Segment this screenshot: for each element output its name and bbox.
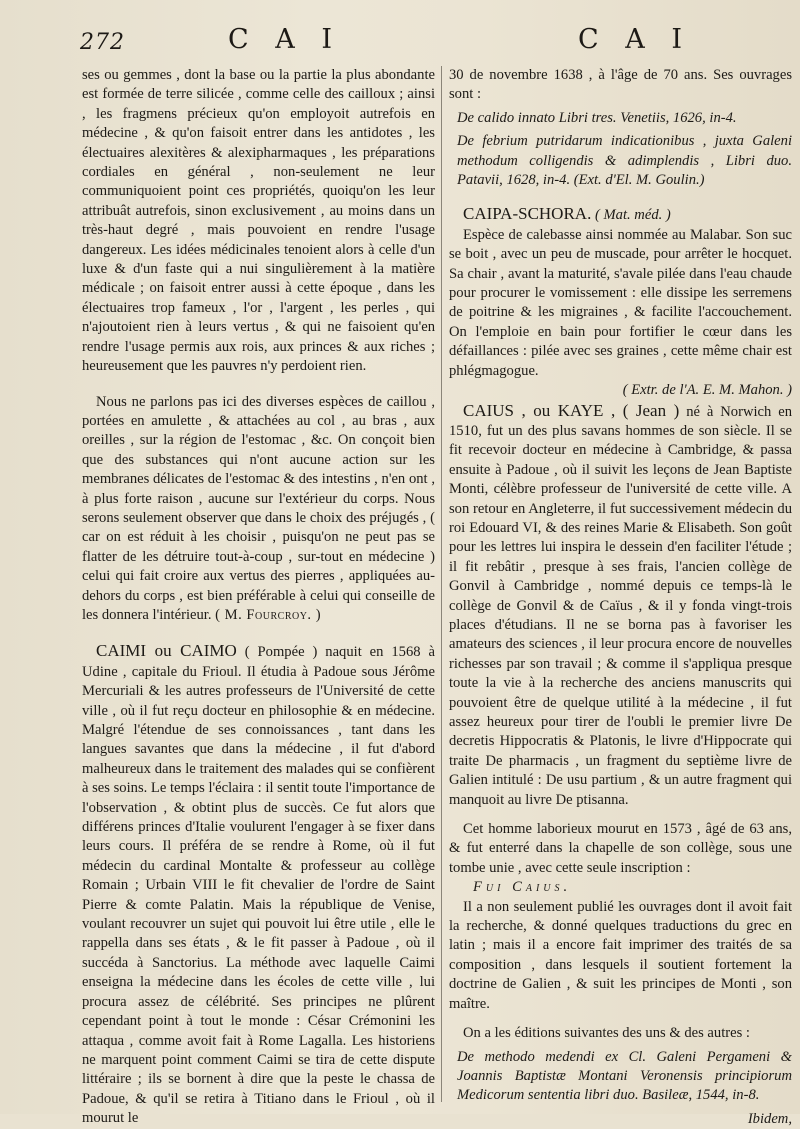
- entry-text-caimi: ( Pompée ) naquit en 1568 à Udine , capitale du Frioul. Il étudia à Padoue sous Jérôme Mercuriali & les autres professeurs de l'Université de cette ville , où il fut reçu docteur en philosophie & en médecine. Malgré l'étendue de ses connoissances , tant dans les langues savantes que dans la médecine , il fut d'abord malheureux dans le traitement des malades qui se confièrent à ses soins. Le temps l'éclaira : il sentit toute l'importance de l'observation , & obtint plus de succès. Ce fut alors que différens princes d'Italie voulurent l'engager à se fixer dans leurs cours. Il préféra de se rendre à Rome, où il fut médecin du cardinal Montalte & professeur au collège Romain ; Urbain VIII le fit chevalier de l'ordre de Saint Pierre & comte Palatin. Mais la république de Venise, voulant recouvrer un sujet qui pouvoit lui être utile , elle le rappella dans ses états , & le fit passer à Padoue , où il succéda à Sanctorius. La méthode avec laquelle Caimi enseigna la médecine dans les écoles de cette ville , lui procura assez de célébrité. Ses principes ne plûrent cependant point à tout le monde : César Crémonini les attaqua , comme avoit fait à Rome Lagalla. Les historiens ne marquent point comment Caimi se tira de cette dispute littéraire ; ils se bornent à dire que la peste le chassa de Padoue, & qu'il se retira à Titiano dans le Frioul , où il mourut le: [82, 644, 435, 1127]
- entry-caimi: [82, 641, 435, 1128]
- signature-mahon: ( Extr. de l'A. E. M. Mahon. ): [622, 382, 792, 399]
- paragraph-editions: On a les éditions suivantes des uns & des autres :: [463, 1025, 750, 1042]
- page-number: 272: [80, 30, 125, 55]
- citation-de-febrium: De febrium putridarum indicationibus , juxta Galeni methodum colligendis & adimplendis , Libri duo. Patavii, 1628, in-4. (Ext. d'El. M. Goulin.): [457, 133, 792, 189]
- entry-caius: [449, 401, 792, 811]
- left-column: [82, 66, 435, 1129]
- entry-heading-caimi: CAIMI ou CAIMO: [96, 641, 237, 661]
- citation-de-methodo-medendi: De methodo medendi ex Cl. Galeni Pergameni & Joannis Baptistæ Montani Veronensis principiorum Medicorum sententia libri duo. Basileæ, 1544, in-8.: [457, 1048, 792, 1104]
- paragraph-caius-works: Il a non seulement publié les ouvrages dont il avoit fait la recherche, & donné quelques traductions du grec en latin ; mais il a encore fait imprimer des traités de sa composition , dans lesquels il soutient fortement la doctrine de Galien , & suit les principes de Monti , son maître.: [449, 898, 792, 1012]
- right-running-title: C A I: [578, 24, 691, 55]
- left-running-title: C A I: [228, 24, 341, 55]
- amulets-text: Nous ne parlons pas ici des diverses espèces de caillou , portées en amulette , & attachées au col , au bras , aux oreilles , sur la région de l'estomac , &c. On conçoit bien que des substances qui n'ont aucune action sur les membranes délicates de l'estomac & des intestins , n'en ont , à plus forte raison , aucune sur l'extérieur du corps. Nous serons seulement observer que dans le choix des préjugés , ( car on est réduit à les choisir , puisqu'on ne peut pas se flatter de les détruire tout-à-coup , sur-tout en médecine ) celui qui fait croire aux vertus des pierres , appliquées au-dehors du corps , est bien préférable à celui qui conseille de les donnera l'intérieur.: [82, 393, 435, 623]
- citation-ibidem: Ibidem,: [747, 1110, 792, 1127]
- epitaph-fui-caius: Fui Caius.: [473, 879, 572, 896]
- paragraph-caius-death: Cet homme laborieux mourut en 1573 , âgé de 63 ans, & fut enterré dans la chapelle de son collège, sous une tombe unie , avec cette seule inscription :: [449, 821, 792, 876]
- caimi-continuation: 30 de novembre 1638 , à l'âge de 70 ans. Ses ouvrages sont :: [449, 67, 792, 103]
- entry-tag-mat-med: ( Mat. méd. ): [594, 207, 671, 224]
- signature-fourcroy: ( M. Fourcroy. ): [215, 606, 322, 623]
- entry-heading-caius: CAIUS , ou KAYE , ( Jean ): [463, 400, 680, 420]
- column-divider: [441, 66, 442, 1102]
- entry-caipa-schora: [449, 204, 792, 225]
- running-head: [80, 24, 792, 58]
- entry-text-caipa-schora: Espèce de calebasse ainsi nommée au Malabar. Son suc se boit , avec un peu de muscade, pour arrêter le hocquet. Sa chair , avant la maturité, s'avale pilée dans l'eau chaude pour procurer le vomissement : elle dissipe les serremens de poitrine & les migraines , & facilite l'accouchement. On l'emploie en bain pour fortifier le cœur dans les défaillances : pilée avec ses graines , cette même chair est phlégmagogue.: [449, 226, 792, 379]
- entry-heading-caipa-schora: CAIPA-SCHORA.: [463, 204, 592, 224]
- citation-de-calido: De calido innato Libri tres. Venetiis, 1626, in-4.: [457, 109, 737, 126]
- paragraph-silica-gems: ses ou gemmes , dont la base ou la partie la plus abondante est formée de terre silicée , comme celle des cailloux ; ainsi , les fragmens précieux qu'on employoit autrefois en médecine , & qu'on faisoit entrer dans les antidotes , les électuaires alexitères & alexipharmaques , les préparations cordiales en général , non-seulement ne leur communiquoient point ces propriétés, quoiqu'on les leur attribuât autrefois, sinon exclusivement , au moins dans un très-haut degré , mais pouvoient en rendre l'usage dangereux. Les idées médicinales tenoient alors à celle d'un luxe & d'un faste qui a nui singulièrement à la matière médicale ; on faisoit entrer aussi à cette époque , dans les électuaires trop fameux , l'or , l'argent , les perles , qui n'ajoutoient rien à leurs vertus , & qui ne faisoient qu'en rendre l'usage permis aux rois, aux princes & aux riches ; heureusement que les pauvres n'y perdoient rien.: [82, 67, 435, 375]
- right-column: [449, 66, 792, 1129]
- paragraph-amulets: [82, 393, 435, 626]
- entry-text-caius: né à Norwich en 1510, fut un des plus savans hommes de son siècle. Il se fit recevoir docteur en médecine à Cambridge, & passa ensuite à Padoue , où il suivit les leçons de Jean Baptiste Monti, célèbre professeur de l'université de cette ville. A son retour en Angleterre, il fut successivement médecin du roi Edouard VI, & des reines Marie & Elisabeth. Son goût pour les lettres lui inspira le dessein d'en faciliter l'étude ; il fit rebâtir , presque à ses frais, l'ancien collège de Gonvil à Cambridge , nommé depuis ce temps-là le collège de Gonvil & de Caïus , & il y fonda vingt-trois places d'étudians. Il ne se borna pas à favoriser les amateurs des sciences , il leur procura encore de nouvelles richesses par son travail ; & comme il s'appliqua presque toute la vie à la recherche des anciens manuscrits qui pouvoient être de quelque utilité à la médecine , il fut assez heureux pour tirer de l'oubli le premier livre De decretis Hippocratis & Platonis, le livre d'Hippocrate qui traite De pharmacis , un fragment du septième livre de Galien intitulé : De usu partium , & un autre fragment qui manquoit au livre De ptisanna.: [449, 403, 792, 808]
